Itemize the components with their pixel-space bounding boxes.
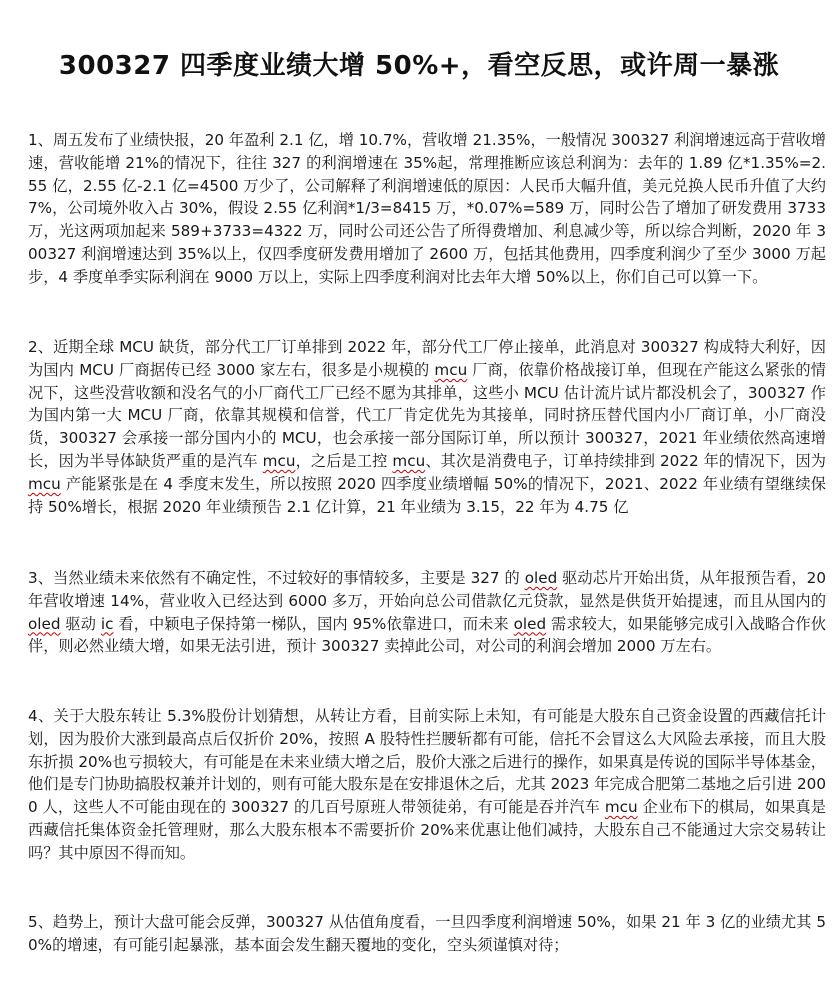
paragraph-1: [28, 129, 826, 289]
misspelled-word-oled: oled: [524, 569, 558, 587]
paragraph-4-text: 企业布下的棋局，如果真是西藏信托集体资金托管理财，那么大股东根本不需要折价 20%来优惠让他们减持，大股东自己不能通过大宗交易转让吗？其中原因不得而知。: [28, 798, 826, 862]
paragraph-3: [28, 567, 826, 658]
paragraph-2-text: 产能紧张是在 4 季度末发生，所以按照 2020 四季度业绩增幅 50%的情况下，2021、2022 年业绩有望继续保持 50%增长，根据 2020 年业绩预告 2.1 亿计算，21 年业绩为 3.15，22 年为 4.75 亿: [28, 474, 826, 516]
paragraph-3-text: 驱动芯片开始出货，从年报预告看，20 年营收增速 14%，营业收入已经达到 6000 多万，开始向总公司借款亿元贷款，显然是供货开始提速，而且从国内的: [28, 569, 826, 610]
document-title: 300327 四季度业绩大增 50%+，看空反思，或许周一暴涨: [58, 51, 780, 82]
paragraph-5: [28, 911, 826, 957]
misspelled-word-mcu: mcu: [28, 474, 61, 493]
paragraph-2-text: 2、近期全球 MCU 缺货，部分代工厂订单排到 2022 年，部分代工厂停止接单，此消息对 300327 构成特大利好，因为国内 MCU 厂商据传已经 3000 家左右，很多是小规模的: [28, 338, 826, 379]
paragraph-3-text: 3、当然业绩未来依然有不确定性，不过较好的事情较多，主要是 327 的: [28, 569, 525, 587]
paragraph-3-text: 需求较大，如果能够完成引入战略合作伙伴，则必然业绩大增，如果无法引进，预计 300327 卖掉此公司，对公司的利润会增加 2000 万左右。: [28, 614, 827, 656]
paragraph-4: [28, 705, 826, 865]
paragraph-2-text: 、其次是消费电子，订单持续排到 2022 年的情况下，因为: [425, 451, 826, 470]
paragraph-2-text: 厂商，依靠价格战接订单，但现在产能这么紧张的情况下，这些没营收额和没名气的小厂商代工厂已经不愿为其排单，这些小 MCU 估计流片试片都没机会了，300327 作为国内第一大 MCU 厂商，依靠其规模和信誉，代工厂肯定优先为其接单，同时挤压替代国内小厂商订单，小厂商没货，300327 会承接一部分国内小的 MCU，也会承接一部分国际订单，所以预计 300327，2021 年业绩依然高速增长，因为半导体缺货严重的是汽车: [28, 360, 826, 470]
paragraph-5-text: 5、趋势上，预计大盘可能会反弹，300327 从估值角度看，一旦四季度利润增速 50%，如果 21 年 3 亿的业绩尤其 50%的增速，有可能引起暴涨，基本面会发生翻天覆地的变化，空头须谨慎对待；: [28, 913, 826, 954]
misspelled-word-mcu: mcu: [434, 360, 468, 379]
misspelled-word-mcu: mcu: [262, 451, 296, 470]
paragraph-1-text: 1、周五发布了业绩快报，20 年盈利 2.1 亿，增 10.7%，营收增 21.35%，一般情况 300327 利润增速远高于营收增速，营收能增 21%的情况下，往往 327 的利润增速在 35%起，常理推断应该总利润为：去年的 1.89 亿*1.35%=2.55 亿，2.55 亿-2.1 亿=4500 万少了，公司解释了利润增速低的原因：人民币大幅升值，美元兑换人民币升值了大约 7%，公司境外收入占 30%，假设 2.55 亿利润*1/3=8415 万，*0.07%=589 万，同时公告了增加了研发费用 3733 万，光这两项加起来 589+3733=4322 万，同时公司还公告了所得费增加、利息减少等，所以综合判断，2020 年 300327 利润增速达到 35%以上，仅四季度研发费用增加了 2600 万，包括其他费用，四季度利润少了至少 3000 万起步，4 季度单季实际利润在 9000 万以上，实际上四季度利润对比去年大增 50%以上，你们自己可以算一下。: [28, 131, 826, 286]
misspelled-word-mcu: mcu: [604, 798, 638, 817]
paragraph-2: [28, 336, 826, 518]
misspelled-word-mcu: mcu: [392, 451, 426, 470]
paragraph-2-text: ，之后是工控: [295, 451, 393, 470]
paragraph-3-text: 看，中颖电子保持第一梯队，国内 95%依靠进口，而未来: [113, 614, 514, 633]
paragraph-4-text: 4、关于大股东转让 5.3%股份计划猜想，从转让方看，目前实际上未知，有可能是大股东自己资金设置的西藏信托计划，因为股价大涨到最高点后仅折价 20%，按照 A 股特性拦腰斩都有可能，信托不会冒这么大风险去承接，而且大股东折损 20%也亏损较大，有可能是在未来业绩大增之后，股价大涨之后进行的操作，如果真是传说的国际半导体基金，他们是专门协助搞股权兼并计划的，则有可能大股东是在安排退休之后，尤其 2023 年完成合肥第二基地之后引进 2000 人，这些人不可能由现在的 300327 的几百号原班人带领徒弟，有可能是吞并汽车: [28, 707, 826, 817]
paragraph-3-text: 驱动: [60, 614, 101, 633]
misspelled-word-ic: ic: [100, 614, 114, 633]
misspelled-word-oled: oled: [513, 614, 547, 633]
misspelled-word-oled: oled: [28, 614, 61, 633]
